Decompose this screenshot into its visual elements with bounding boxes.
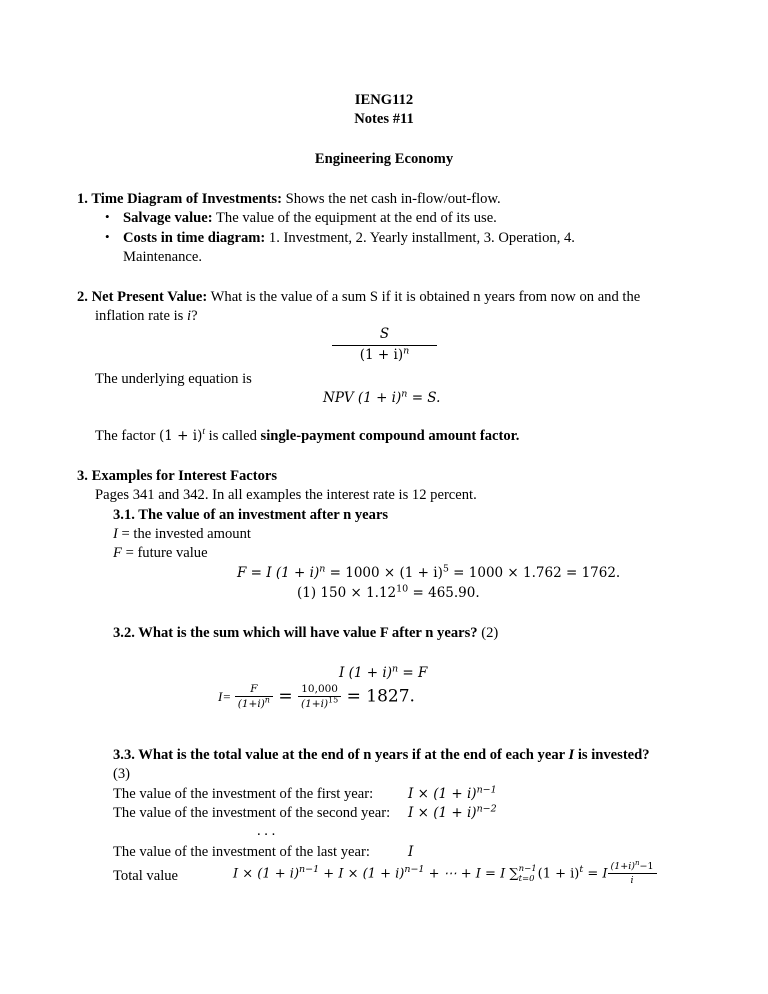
example-1-equation: (1) $150 \times 1.12^{10} = 465.90$. (297, 583, 480, 601)
section-2-heading: 2. Net Present Value: (77, 289, 208, 305)
factor-line: The factor $(1 + i)^t$ is called single-payment compound amount factor. (95, 427, 520, 444)
bullet-salvage: Salvage value: The value of the equipment at the end of its use. (123, 210, 497, 226)
bullet-icon: • (105, 229, 110, 244)
section-1-heading: 1. Time Diagram of Investments: (77, 191, 282, 207)
section-3-3-ref: (3) (113, 766, 131, 782)
section-3-heading: 3. Examples for Interest Factors (77, 468, 278, 484)
present-value-equation: I= $\frac{F}{(1+i)^n}$ = $\frac{10,000}{(1+i)^{15}}$ = 1827. (218, 683, 415, 710)
ellipsis: . . . (257, 823, 276, 839)
section-2-line-2: inflation rate is i? (95, 308, 198, 324)
section-3-3-heading: 3.3. What is the total value at the end of n years if at the end of each year I is invested? (113, 747, 650, 763)
present-value-relation: I $(1 + i)^n = F$ (339, 663, 428, 681)
first-year-math: $I \times (1 + i)^{n-1}$ (408, 784, 497, 802)
npv-fraction: S $(1 + i)^n$ (328, 325, 441, 364)
bullet-costs: Costs in time diagram: 1. Investment, 2. Yearly installment, 3. Operation, 4. (123, 230, 575, 246)
future-value-equation: F = I $(1 + i)^n = 1000 \times (1 + i)^5 = 1000 \times 1.762 = 1762$. (237, 563, 621, 581)
section-3-intro: Pages 341 and 342. In all examples the interest rate is 12 percent. (95, 487, 477, 503)
section-1-line: 1. Time Diagram of Investments: Shows the net cash in-flow/out-flow. (77, 191, 501, 207)
total-value-equation: $I \times (1 + i)^{n-1} + I \times (1 + i)^{n-1}$ + ⋯ + I = I ∑ n−1 t=0 $(1 + i)^t = I$ $\frac{(1+i)^n-1}{i}$ (233, 860, 657, 894)
second-year-math: $I \times (1 + i)^{n-2}$ (408, 803, 497, 821)
bullet-costs-continued: Maintenance. (123, 249, 203, 265)
def-future: F = future value (113, 545, 208, 561)
bullet-icon: • (105, 209, 110, 224)
section-3-2-heading: 3.2. What is the sum which will have value F after n years? (2) (113, 625, 499, 641)
second-year-line: The value of the investment of the second year: (113, 805, 391, 821)
total-value-label: Total value (113, 868, 179, 884)
course-code: IENG112 (354, 92, 414, 108)
last-year-line: The value of the investment of the last year: (113, 844, 370, 860)
first-year-line: The value of the investment of the first year: (113, 786, 374, 802)
npv-equation: NPV $(1 + i)^n = S$. (323, 388, 441, 406)
def-invested: I = the invested amount (113, 526, 251, 542)
section-3-1-heading: 3.1. The value of an investment after n years (113, 507, 389, 523)
page-title: Engineering Economy (314, 151, 454, 167)
underlying-label: The underlying equation is (95, 371, 252, 387)
notes-number: Notes #11 (354, 111, 414, 127)
section-2-line: 2. Net Present Value: What is the value of a sum S if it is obtained n years from now on and the (77, 289, 641, 305)
last-year-math: I (408, 844, 414, 860)
